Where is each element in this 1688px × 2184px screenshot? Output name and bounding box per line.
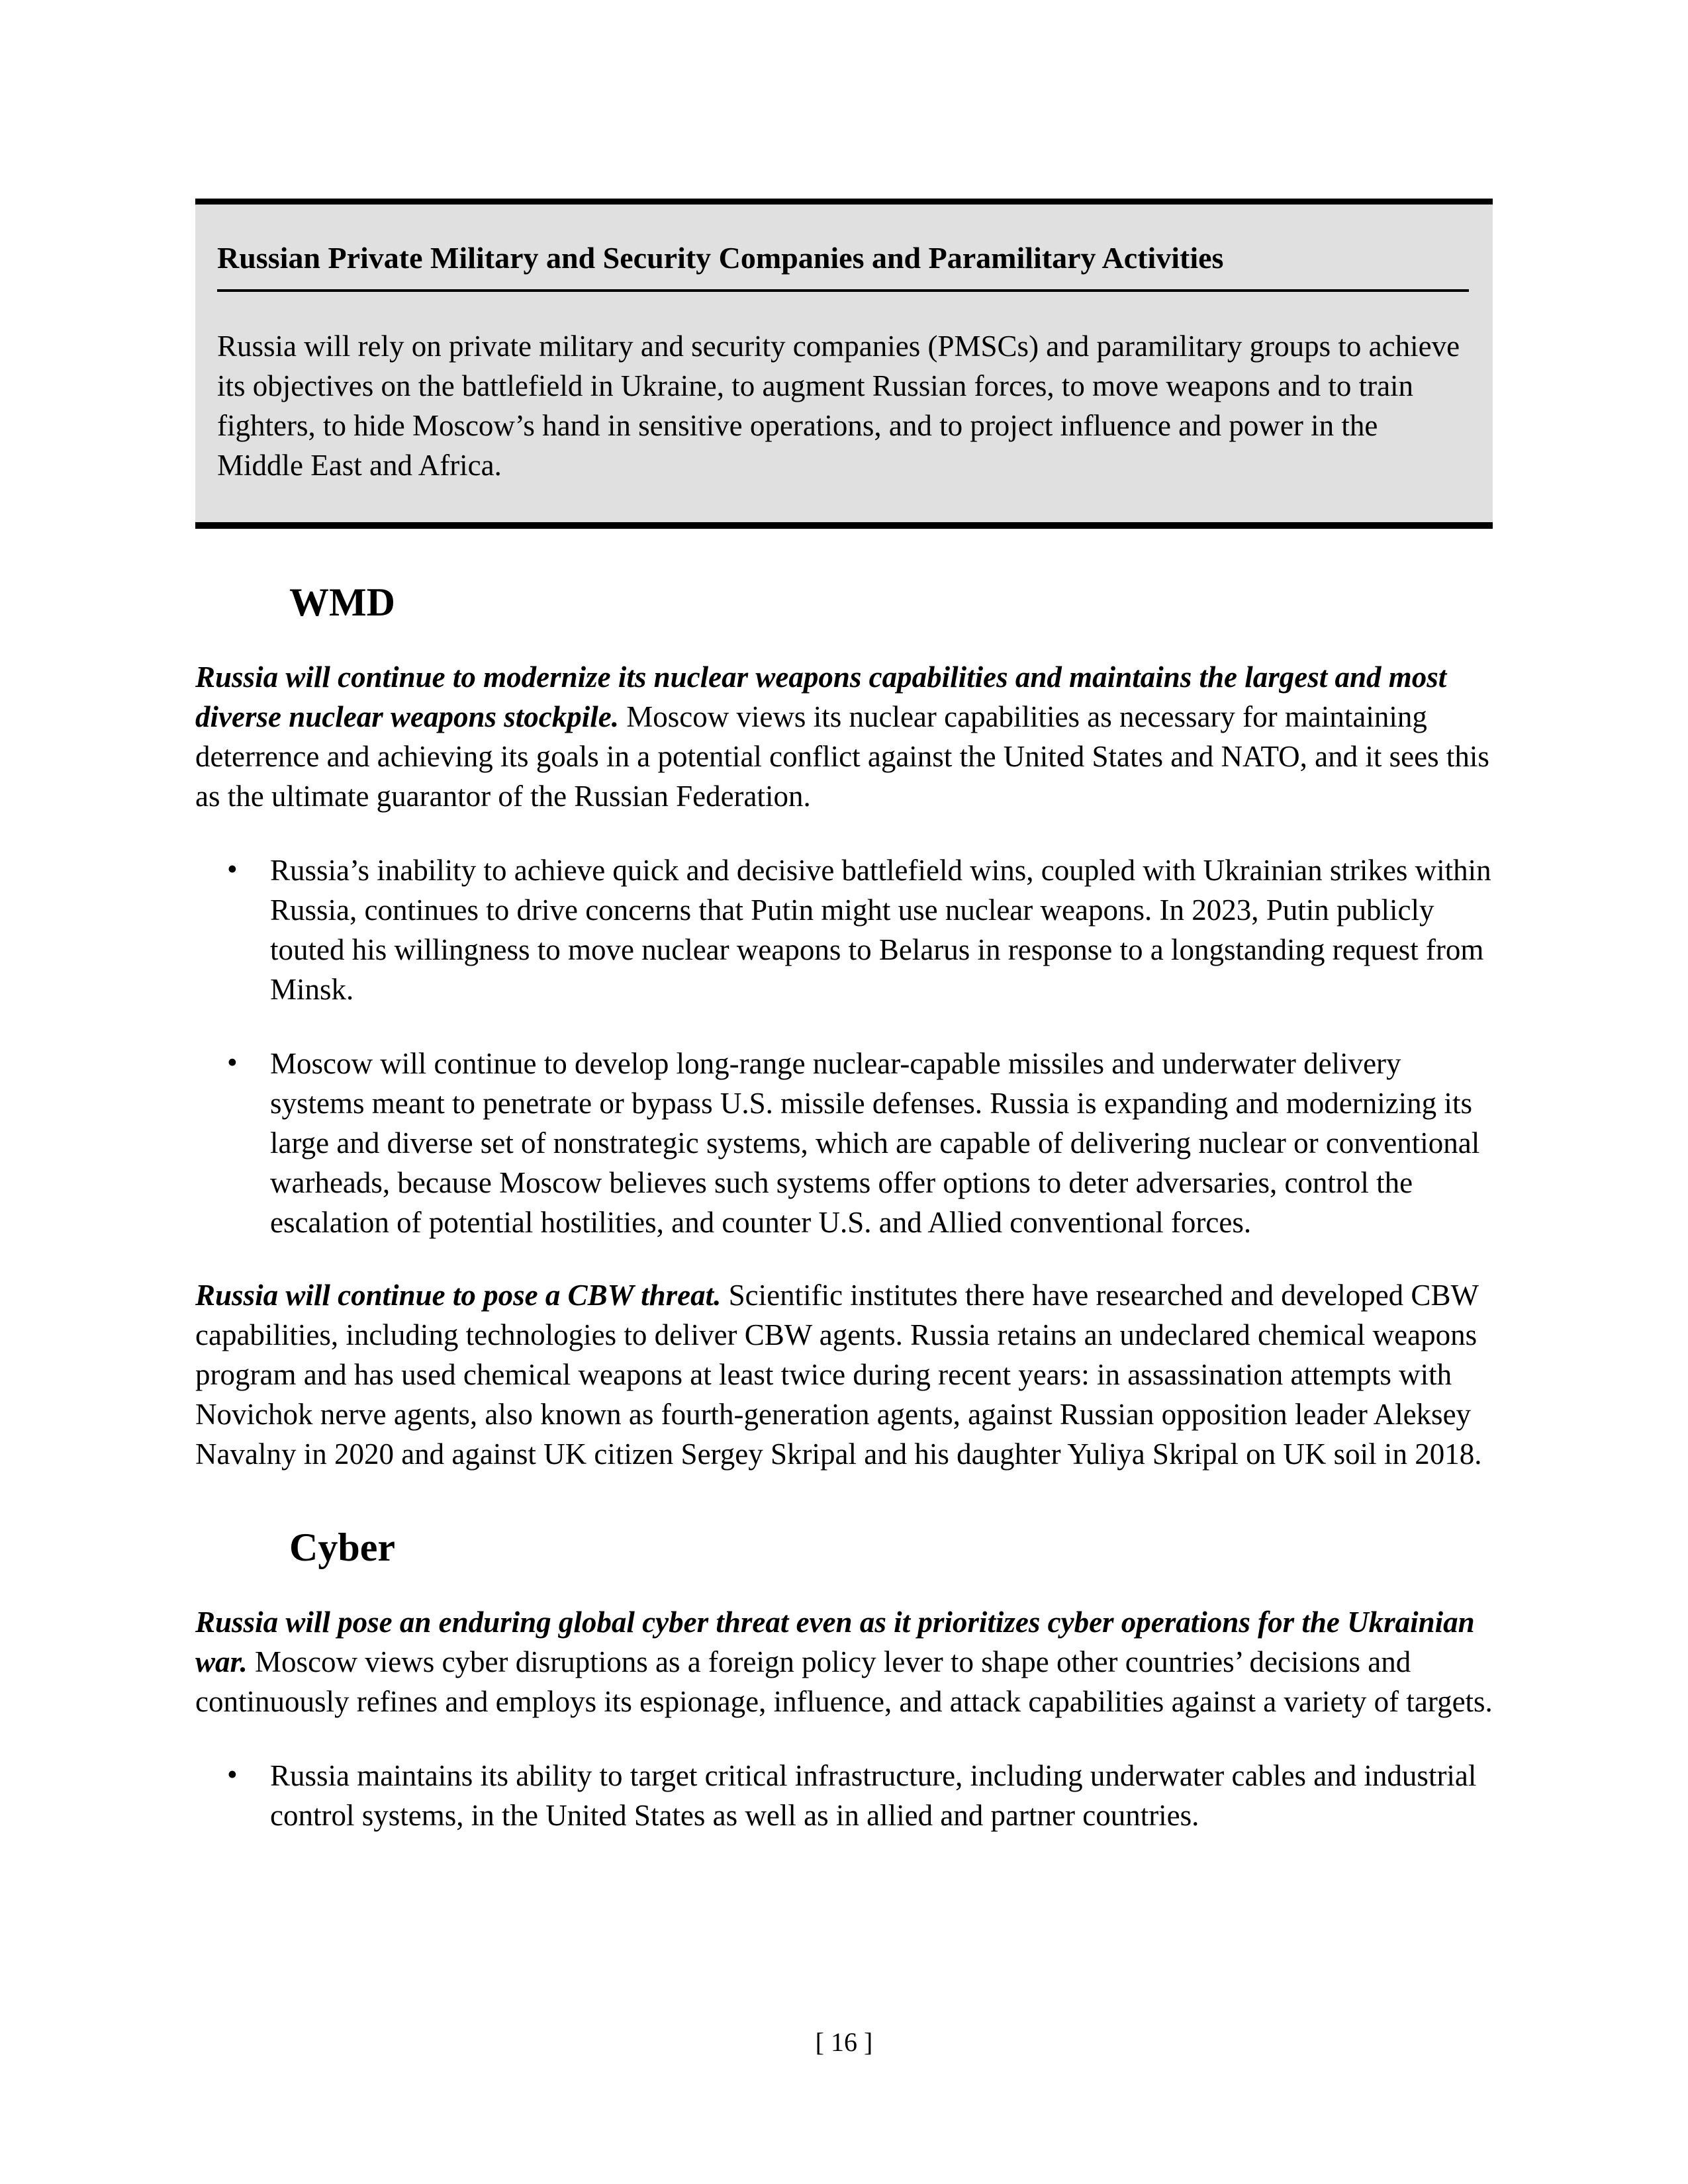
cbw-paragraph xyxy=(195,1275,1493,1474)
list-item-text: Moscow will continue to develop long-range nuclear-capable missiles and underwater delivery systems meant to penetrate or bypass U.S. missile defenses. Russia is expanding and modernizing its large and diverse set of nonstrategic systems, which are capable of delivering nuclear or conventional warheads, because Moscow believes such systems offer options to deter adversaries, control the escalation of potential hostilities, and counter U.S. and Allied conventional forces. xyxy=(270,1046,1480,1239)
bullet-icon: • xyxy=(227,852,238,886)
list-item xyxy=(195,850,1493,1009)
page-content xyxy=(195,0,1493,1835)
list-item-text: Russia’s inability to achieve quick and decisive battlefield wins, coupled with Ukrainian strikes within Russia, continues to drive concerns that Putin might use nuclear weapons. In 2023, Putin publicly touted his willingness to move nuclear weapons to Belarus in response to a longstanding request from Minsk. xyxy=(270,853,1491,1006)
callout-box xyxy=(195,199,1493,529)
section-heading-cyber: Cyber xyxy=(289,1525,395,1569)
bullet-icon: • xyxy=(227,1045,238,1079)
cyber-bullet-list xyxy=(195,1756,1493,1835)
wmd-intro-paragraph xyxy=(195,657,1493,816)
bullet-icon: • xyxy=(227,1757,238,1791)
cyber-intro-lead: Russia will pose an enduring global cyber threat even as it prioritizes cyber operations for the Ukrainian war. xyxy=(195,1605,1475,1678)
callout-body-text: Russia will rely on private military and security companies (PMSCs) and paramilitary groups to achieve its objectives on the battlefield in Ukraine, to augment Russian forces, to move weapons and to train fighters, to hide Moscow’s hand in sensitive operations, and to project influence and power in the Middle East and Africa. xyxy=(217,329,1460,482)
callout-title: Russian Private Military and Security Companies and Paramilitary Activities xyxy=(217,239,1469,292)
page-number: [ 16 ] xyxy=(815,2027,873,2057)
list-item xyxy=(195,1756,1493,1835)
section-heading-wmd: WMD xyxy=(289,580,395,624)
cyber-intro-rest: Moscow views cyber disruptions as a foreign policy lever to shape other countries’ decisions and continuously refines and employs its espionage, influence, and attack capabilities against a variety of targets. xyxy=(195,1645,1493,1718)
cbw-lead: Russia will continue to pose a CBW threat. xyxy=(195,1278,722,1312)
cyber-intro-paragraph xyxy=(195,1602,1493,1721)
wmd-bullet-list xyxy=(195,850,1493,1242)
list-item-text: Russia maintains its ability to target critical infrastructure, including underwater cables and industrial control systems, in the United States as well as in allied and partner countries. xyxy=(270,1758,1477,1832)
list-item xyxy=(195,1044,1493,1242)
wmd-intro-lead: Russia will continue to modernize its nuclear weapons capabilities and maintains the largest and most diverse nuclear weapons stockpile. xyxy=(195,660,1447,733)
wmd-intro-rest: Moscow views its nuclear capabilities as necessary for maintaining deterrence and achieving its goals in a potential conflict against the United States and NATO, and it sees this as the ultimate guarantor of the Russian Federation. xyxy=(195,700,1489,813)
cbw-rest: Scientific institutes there have researched and developed CBW capabilities, including technologies to deliver CBW agents. Russia retains an undeclared chemical weapons program and has used chemical weapons at least twice during recent years: in assassination attempts with Novichok nerve agents, also known as fourth-generation agents, against Russian opposition leader Aleksey Navalny in 2020 and against UK citizen Sergey Skripal and his daughter Yuliya Skripal on UK soil in 2018. xyxy=(195,1278,1482,1471)
